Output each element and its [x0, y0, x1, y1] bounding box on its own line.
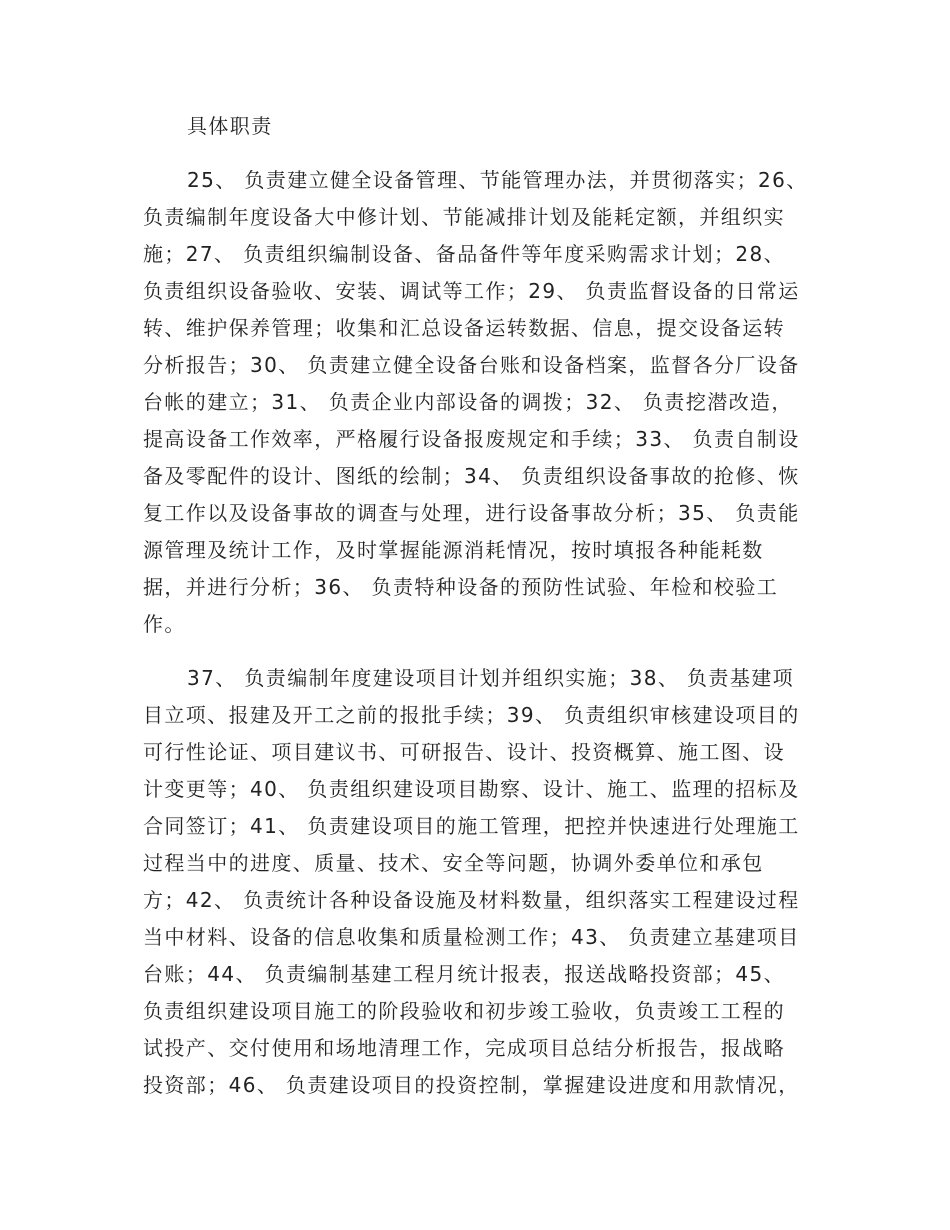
paragraph-line: 转、维护保养管理；收集和汇总设备运转数据、信息，提交设备运转 — [143, 316, 785, 340]
paragraph-line: 提高设备工作效率，严格履行设备报废规定和手续；33、 负责自制设 — [143, 427, 800, 451]
paragraph-line: 台账；44、 负责编制基建工程月统计报表，报送战略投资部；45、 — [143, 962, 786, 986]
paragraph-line: 负责组织设备验收、安装、调试等工作；29、 负责监督设备的日常运 — [143, 279, 800, 303]
paragraph-line: 分析报告；30、 负责建立健全设备台账和设备档案，监督各分厂设备 — [143, 353, 800, 377]
paragraph-line: 作。 — [143, 612, 186, 636]
paragraph-line: 试投产、交付使用和场地清理工作，完成项目总结分析报告，报战略 — [143, 1036, 785, 1060]
paragraph-line: 备及零配件的设计、图纸的绘制；34、 负责组织设备事故的抢修、恢 — [143, 464, 800, 488]
paragraph-line: 方；42、 负责统计各种设备设施及材料数量，组织落实工程建设过程 — [143, 888, 800, 912]
paragraph-line: 目立项、报建及开工之前的报批手续；39、 负责组织审核建设项目的 — [143, 703, 800, 727]
paragraph-line: 台帐的建立；31、 负责企业内部设备的调拨；32、 负责挖潜改造， — [143, 390, 793, 414]
paragraph-line: 源管理及统计工作，及时掌握能源消耗情况，按时填报各种能耗数 — [143, 538, 764, 562]
paragraph-line: 施；27、 负责组织编制设备、备品备件等年度采购需求计划；28、 — [143, 242, 786, 266]
paragraph-line: 投资部；46、 负责建设项目的投资控制，掌握建设进度和用款情况， — [143, 1073, 800, 1097]
paragraph-line: 25、 负责建立健全设备管理、节能管理办法，并贯彻落实；26、 — [187, 168, 808, 192]
paragraph-line: 37、 负责编制年度建设项目计划并组织实施；38、 负责基建项 — [187, 666, 795, 690]
paragraph-line: 合同签订；41、 负责建设项目的施工管理，把控并快速进行处理施工 — [143, 814, 800, 838]
paragraph-line: 复工作以及设备事故的调查与处理，进行设备事故分析；35、 负责能 — [143, 501, 800, 525]
paragraph-line: 负责组织建设项目施工的阶段验收和初步竣工验收，负责竣工工程的 — [143, 999, 785, 1023]
paragraph-line: 负责编制年度设备大中修计划、节能减排计划及能耗定额，并组织实 — [143, 205, 785, 229]
paragraph-line: 过程当中的进度、质量、技术、安全等问题，协调外委单位和承包 — [143, 851, 764, 875]
section-heading: 具体职责 — [187, 114, 273, 138]
paragraph-line: 计变更等；40、 负责组织建设项目勘察、设计、施工、监理的招标及 — [143, 777, 800, 801]
paragraph-line: 据，并进行分析；36、 负责特种设备的预防性试验、年检和校验工 — [143, 575, 779, 599]
paragraph-line: 当中材料、设备的信息收集和质量检测工作；43、 负责建立基建项目 — [143, 925, 800, 949]
paragraph-line: 可行性论证、项目建议书、可研报告、设计、投资概算、施工图、设 — [143, 740, 785, 764]
